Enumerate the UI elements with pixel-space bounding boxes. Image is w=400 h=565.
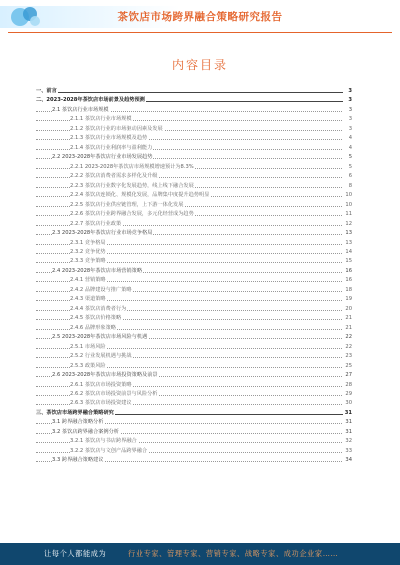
toc-entry[interactable] <box>36 343 352 352</box>
toc-page-number: 21 <box>343 314 352 323</box>
toc-entry[interactable] <box>36 257 352 266</box>
toc-entry-text: 2.4.3 渠道策略 <box>70 295 107 304</box>
toc-entry[interactable] <box>36 210 352 219</box>
footer-slogan: 让每个人都能成为 <box>44 549 107 558</box>
toc-page-number: 8 <box>343 182 352 191</box>
toc-entry[interactable] <box>36 305 352 314</box>
toc-entry[interactable] <box>36 106 352 115</box>
toc-entry-text: 2.4.4 茶饮店消费者行为 <box>70 305 127 314</box>
toc-entry[interactable] <box>36 381 352 390</box>
toc-entry[interactable] <box>36 390 352 399</box>
toc-entry-text: 2.2.4 茶饮店连锁化、规模化发展，品牌集中度提升趋势明显 <box>70 191 210 200</box>
table-of-contents <box>36 87 352 466</box>
toc-entry[interactable] <box>36 352 352 361</box>
toc-entry-text: 2.2.2 茶饮店消费者需求多样化及升级 <box>70 172 158 181</box>
toc-page-number: 10 <box>343 191 352 200</box>
toc-entry-text: 2.4.2 品牌建设与推广策略 <box>70 286 133 295</box>
toc-entry[interactable] <box>36 267 352 276</box>
toc-entry[interactable] <box>36 314 352 323</box>
toc-entry-text: 2.2.7 茶饮店行业政策 <box>70 220 122 229</box>
toc-page-number: 18 <box>343 286 352 295</box>
toc-page-number: 4 <box>343 134 352 143</box>
toc-entry[interactable] <box>36 295 352 304</box>
toc-entry[interactable] <box>36 172 352 181</box>
footer-roles: 行业专家、管理专家、营销专家、战略专家、成功企业家…… <box>128 549 339 558</box>
toc-page-number: 34 <box>343 456 352 465</box>
toc-page-number: 15 <box>343 257 352 266</box>
toc-entry-text: 2.1.2 茶饮店行业的市场驱动因素及发展 <box>70 125 164 134</box>
toc-entry[interactable] <box>36 286 352 295</box>
toc-entry-text: 2.1.3 茶饮店行业市场规模及趋势 <box>70 134 148 143</box>
toc-entry[interactable] <box>36 115 352 124</box>
toc-title: 内容目录 <box>171 58 228 72</box>
toc-entry[interactable] <box>36 96 352 105</box>
toc-page-number: 3 <box>343 125 352 134</box>
toc-entry[interactable] <box>36 418 352 427</box>
toc-entry[interactable] <box>36 362 352 371</box>
toc-page-number: 16 <box>343 267 352 276</box>
toc-leader-dots <box>36 92 344 93</box>
toc-page-number: 22 <box>343 343 352 352</box>
toc-entry-text: 2.2.6 茶饮店行业跨界融合发展，多元化经营成为趋势 <box>70 210 195 219</box>
toc-entry-text: 3.2.1 茶饮店与书店跨界融合 <box>70 437 138 446</box>
toc-entry-text: 2.1.1 茶饮店行业市场规模 <box>70 115 133 124</box>
toc-page-number: 22 <box>343 333 352 342</box>
toc-page-number: 3 <box>343 115 352 124</box>
page-footer <box>0 543 400 565</box>
report-title: 茶饮店市场跨界融合策略研究报告 <box>117 11 283 23</box>
toc-entry-text: 2.2.5 茶饮店行业供应链管理，上下游一体化发展 <box>70 201 184 210</box>
toc-entry-text: 2.4 2023-2028年茶饮店市场营销策略 <box>52 267 143 276</box>
toc-entry-text: 二、2023-2028年茶饮店市场前景及趋势预测 <box>36 96 146 105</box>
toc-entry-text: 2.5.3 政策风险 <box>70 362 107 371</box>
toc-entry[interactable] <box>36 163 352 172</box>
toc-page-number: 30 <box>343 399 352 408</box>
toc-entry[interactable] <box>36 371 352 380</box>
toc-entry[interactable] <box>36 276 352 285</box>
toc-entry-text: 2.6.2 茶饮店市场投资前景与风险分析 <box>70 390 158 399</box>
toc-entry-text: 2.3.2 竞争优势 <box>70 248 107 257</box>
toc-page-number: 19 <box>343 295 352 304</box>
toc-page-number: 20 <box>343 305 352 314</box>
toc-entry[interactable] <box>36 153 352 162</box>
toc-entry-text: 2.1.4 茶饮店行业利润率与盈利能力 <box>70 144 153 153</box>
toc-entry[interactable] <box>36 248 352 257</box>
toc-entry-text: 3.2 茶饮店跨界融合案例分析 <box>52 428 120 437</box>
toc-entry[interactable] <box>36 87 352 96</box>
toc-entry-text: 2.5.2 行业发展机遇与挑战 <box>70 352 133 361</box>
toc-entry[interactable] <box>36 201 352 210</box>
toc-entry[interactable] <box>36 229 352 238</box>
toc-entry-text: 2.3.1 竞争格局 <box>70 239 107 248</box>
toc-page-number: 10 <box>343 201 352 210</box>
toc-entry-text: 2.3 2023-2028年茶饮店行业市场竞争格局 <box>52 229 153 238</box>
toc-entry-text: 2.5.1 市场风险 <box>70 343 107 352</box>
toc-entry-text: 2.4.5 茶饮店价格策略 <box>70 314 122 323</box>
toc-entry-text: 2.1 茶饮店行业市场规模 <box>52 106 110 115</box>
toc-entry[interactable] <box>36 437 352 446</box>
toc-entry[interactable] <box>36 182 352 191</box>
toc-page-number: 11 <box>343 210 352 219</box>
toc-page-number: 31 <box>343 418 352 427</box>
toc-entry-text: 3.2.2 茶饮店与文创产品跨界融合 <box>70 447 148 456</box>
toc-entry-text: 2.4.6 品牌形象策略 <box>70 324 117 333</box>
toc-entry[interactable] <box>36 134 352 143</box>
toc-page-number: 21 <box>343 324 352 333</box>
toc-entry[interactable] <box>36 447 352 456</box>
toc-entry[interactable] <box>36 333 352 342</box>
header-divider <box>8 32 392 33</box>
toc-page-number: 13 <box>343 239 352 248</box>
toc-entry-text: 三、茶饮店市场跨界融合策略研究 <box>36 409 115 418</box>
toc-entry[interactable] <box>36 220 352 229</box>
toc-page-number: 3 <box>343 106 352 115</box>
page-header <box>0 0 400 34</box>
toc-page-number: 25 <box>343 362 352 371</box>
toc-page-number: 3 <box>343 87 352 96</box>
toc-entry[interactable] <box>36 144 352 153</box>
toc-page-number: 27 <box>343 371 352 380</box>
toc-entry-text: 一、前言 <box>36 87 58 96</box>
toc-entry-text: 2.2.1 2023-2028年茶饮店市场规模增速预计为8.3% <box>70 163 195 172</box>
toc-page-number: 31 <box>343 428 352 437</box>
toc-page-number: 28 <box>343 381 352 390</box>
toc-entry-text: 2.5 2023-2028年茶饮店市场风险与机遇 <box>52 333 148 342</box>
toc-entry-text: 3.1 跨界融合策略分析 <box>52 418 104 427</box>
toc-page-number: 5 <box>343 163 352 172</box>
toc-page-number: 13 <box>343 229 352 238</box>
toc-entry[interactable] <box>36 456 352 465</box>
toc-page-number: 12 <box>343 220 352 229</box>
toc-entry-text: 2.6.1 茶饮店市场投资策略 <box>70 381 133 390</box>
toc-page-number: 31 <box>343 409 352 418</box>
toc-page-number: 3 <box>343 96 352 105</box>
toc-entry-text: 2.2 2023-2028年茶饮店行业市场发展趋势 <box>52 153 153 162</box>
toc-entry[interactable] <box>36 324 352 333</box>
toc-entry-text: 3.3 跨界融合策略建议 <box>52 456 104 465</box>
toc-entry[interactable] <box>36 239 352 248</box>
toc-entry[interactable] <box>36 409 352 418</box>
toc-entry-text: 2.4.1 营销策略 <box>70 276 107 285</box>
toc-page-number: 4 <box>343 144 352 153</box>
toc-page-number: 23 <box>343 352 352 361</box>
toc-page-number: 29 <box>343 390 352 399</box>
toc-page-number: 14 <box>343 248 352 257</box>
toc-entry-text: 2.6.3 茶饮店市场投资建议 <box>70 399 133 408</box>
toc-entry-text: 2.6 2023-2028年茶饮店市场投资策略及前景 <box>52 371 159 380</box>
toc-page-number: 5 <box>343 153 352 162</box>
toc-entry[interactable] <box>36 191 352 200</box>
toc-entry-text: 2.3.3 竞争策略 <box>70 257 107 266</box>
toc-entry-text: 2.2.3 茶饮店行业数字化发展趋势，线上线下融合发展 <box>70 182 195 191</box>
toc-entry[interactable] <box>36 399 352 408</box>
toc-entry[interactable] <box>36 125 352 134</box>
toc-page-number: 16 <box>343 276 352 285</box>
toc-entry[interactable] <box>36 428 352 437</box>
toc-page-number: 33 <box>343 447 352 456</box>
toc-page-number: 6 <box>343 172 352 181</box>
toc-page-number: 32 <box>343 437 352 446</box>
